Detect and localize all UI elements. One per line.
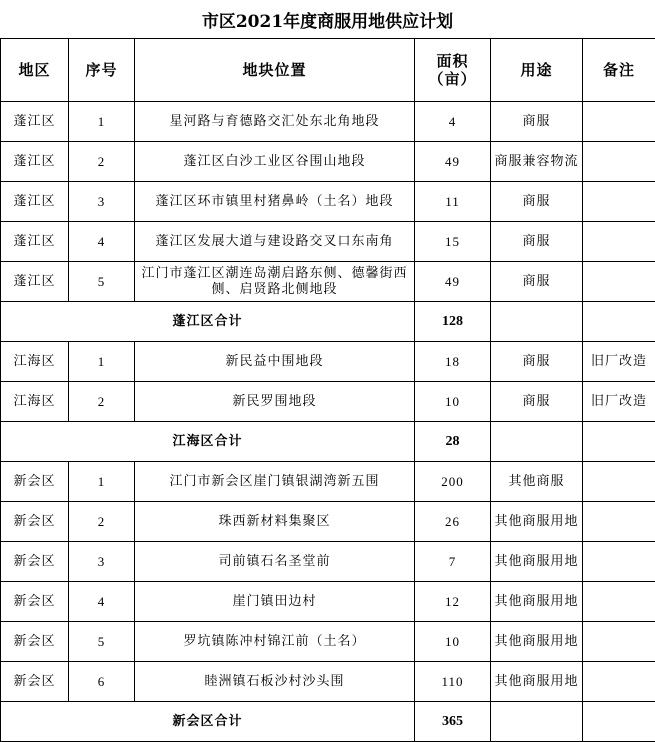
table-row (1, 462, 655, 502)
table-row (1, 142, 655, 182)
table-row (1, 622, 655, 662)
cell-district: 蓬江区 (1, 102, 69, 142)
cell-seq: 6 (69, 662, 135, 702)
cell-area: 12 (415, 582, 491, 622)
cell-area: 10 (415, 622, 491, 662)
cell-district: 蓬江区 (1, 142, 69, 182)
table-row (1, 662, 655, 702)
table-body (1, 102, 655, 742)
cell-use: 商服 (491, 342, 583, 382)
cell-note: 旧厂改造 (583, 342, 655, 382)
cell-location: 星河路与育德路交汇处东北角地段 (135, 102, 415, 142)
cell-use: 商服兼容物流 (491, 142, 583, 182)
cell-seq: 4 (69, 222, 135, 262)
cell-seq: 2 (69, 502, 135, 542)
cell-location: 蓬江区环市镇里村猪鼻岭（土名）地段 (135, 182, 415, 222)
cell-note (583, 502, 655, 542)
subtotal-use-empty (491, 422, 583, 462)
cell-area: 10 (415, 382, 491, 422)
cell-area: 26 (415, 502, 491, 542)
cell-area: 4 (415, 102, 491, 142)
subtotal-note-empty (583, 422, 655, 462)
header-note: 备注 (583, 39, 655, 102)
cell-use: 商服 (491, 102, 583, 142)
cell-use: 商服 (491, 262, 583, 302)
header-area: 面积（亩） (415, 39, 491, 102)
header-location: 地块位置 (135, 39, 415, 102)
subtotal-value: 365 (415, 702, 491, 742)
cell-location: 睦洲镇石板沙村沙头围 (135, 662, 415, 702)
cell-seq: 1 (69, 462, 135, 502)
cell-use: 商服 (491, 382, 583, 422)
cell-district: 新会区 (1, 582, 69, 622)
cell-location: 珠西新材料集聚区 (135, 502, 415, 542)
cell-seq: 2 (69, 382, 135, 422)
table-row (1, 222, 655, 262)
cell-location: 罗坑镇陈冲村锦江前（土名） (135, 622, 415, 662)
cell-seq: 5 (69, 262, 135, 302)
cell-note (583, 222, 655, 262)
cell-area: 18 (415, 342, 491, 382)
header-row (1, 39, 655, 102)
land-supply-table (0, 38, 655, 742)
subtotal-use-empty (491, 702, 583, 742)
cell-note (583, 622, 655, 662)
cell-use: 其他商服用地 (491, 662, 583, 702)
cell-location: 江门市蓬江区潮连岛潮启路东侧、德馨街西侧、启贤路北侧地段 (135, 262, 415, 302)
cell-location: 新民益中围地段 (135, 342, 415, 382)
table-row (1, 582, 655, 622)
cell-area: 7 (415, 542, 491, 582)
cell-location: 新民罗围地段 (135, 382, 415, 422)
subtotal-value: 28 (415, 422, 491, 462)
cell-district: 江海区 (1, 382, 69, 422)
cell-location: 江门市新会区崖门镇银湖湾新五围 (135, 462, 415, 502)
cell-seq: 3 (69, 542, 135, 582)
cell-district: 蓬江区 (1, 182, 69, 222)
cell-location: 蓬江区白沙工业区谷围山地段 (135, 142, 415, 182)
cell-seq: 4 (69, 582, 135, 622)
header-use: 用途 (491, 39, 583, 102)
subtotal-use-empty (491, 302, 583, 342)
subtotal-value: 128 (415, 302, 491, 342)
cell-district: 新会区 (1, 542, 69, 582)
cell-note (583, 582, 655, 622)
cell-district: 新会区 (1, 502, 69, 542)
cell-district: 江海区 (1, 342, 69, 382)
cell-district: 蓬江区 (1, 262, 69, 302)
subtotal-row (1, 302, 655, 342)
cell-use: 其他商服 (491, 462, 583, 502)
cell-use: 商服 (491, 182, 583, 222)
cell-district: 蓬江区 (1, 222, 69, 262)
subtotal-note-empty (583, 702, 655, 742)
cell-location: 司前镇石名圣堂前 (135, 542, 415, 582)
cell-district: 新会区 (1, 462, 69, 502)
table-row (1, 262, 655, 302)
table-row (1, 182, 655, 222)
document-title: 市区2021年度商服用地供应计划 (0, 0, 655, 38)
cell-note: 旧厂改造 (583, 382, 655, 422)
table-row (1, 382, 655, 422)
cell-note (583, 662, 655, 702)
cell-use: 其他商服用地 (491, 542, 583, 582)
subtotal-label: 新会区合计 (1, 702, 415, 742)
cell-use: 其他商服用地 (491, 622, 583, 662)
cell-location: 崖门镇田边村 (135, 582, 415, 622)
cell-seq: 1 (69, 102, 135, 142)
subtotal-row (1, 422, 655, 462)
cell-district: 新会区 (1, 662, 69, 702)
subtotal-label: 江海区合计 (1, 422, 415, 462)
cell-area: 11 (415, 182, 491, 222)
subtotal-row (1, 702, 655, 742)
cell-seq: 2 (69, 142, 135, 182)
cell-use: 其他商服用地 (491, 502, 583, 542)
table-row (1, 102, 655, 142)
cell-area: 49 (415, 142, 491, 182)
cell-area: 200 (415, 462, 491, 502)
cell-note (583, 182, 655, 222)
cell-use: 其他商服用地 (491, 582, 583, 622)
cell-district: 新会区 (1, 622, 69, 662)
cell-location: 蓬江区发展大道与建设路交叉口东南角 (135, 222, 415, 262)
cell-seq: 5 (69, 622, 135, 662)
table-row (1, 502, 655, 542)
cell-area: 49 (415, 262, 491, 302)
cell-use: 商服 (491, 222, 583, 262)
cell-seq: 1 (69, 342, 135, 382)
cell-area: 110 (415, 662, 491, 702)
cell-area: 15 (415, 222, 491, 262)
subtotal-note-empty (583, 302, 655, 342)
table-row (1, 542, 655, 582)
cell-note (583, 142, 655, 182)
table-row (1, 342, 655, 382)
header-seq: 序号 (69, 39, 135, 102)
cell-note (583, 542, 655, 582)
cell-note (583, 462, 655, 502)
cell-note (583, 262, 655, 302)
header-district: 地区 (1, 39, 69, 102)
cell-note (583, 102, 655, 142)
subtotal-label: 蓬江区合计 (1, 302, 415, 342)
cell-seq: 3 (69, 182, 135, 222)
